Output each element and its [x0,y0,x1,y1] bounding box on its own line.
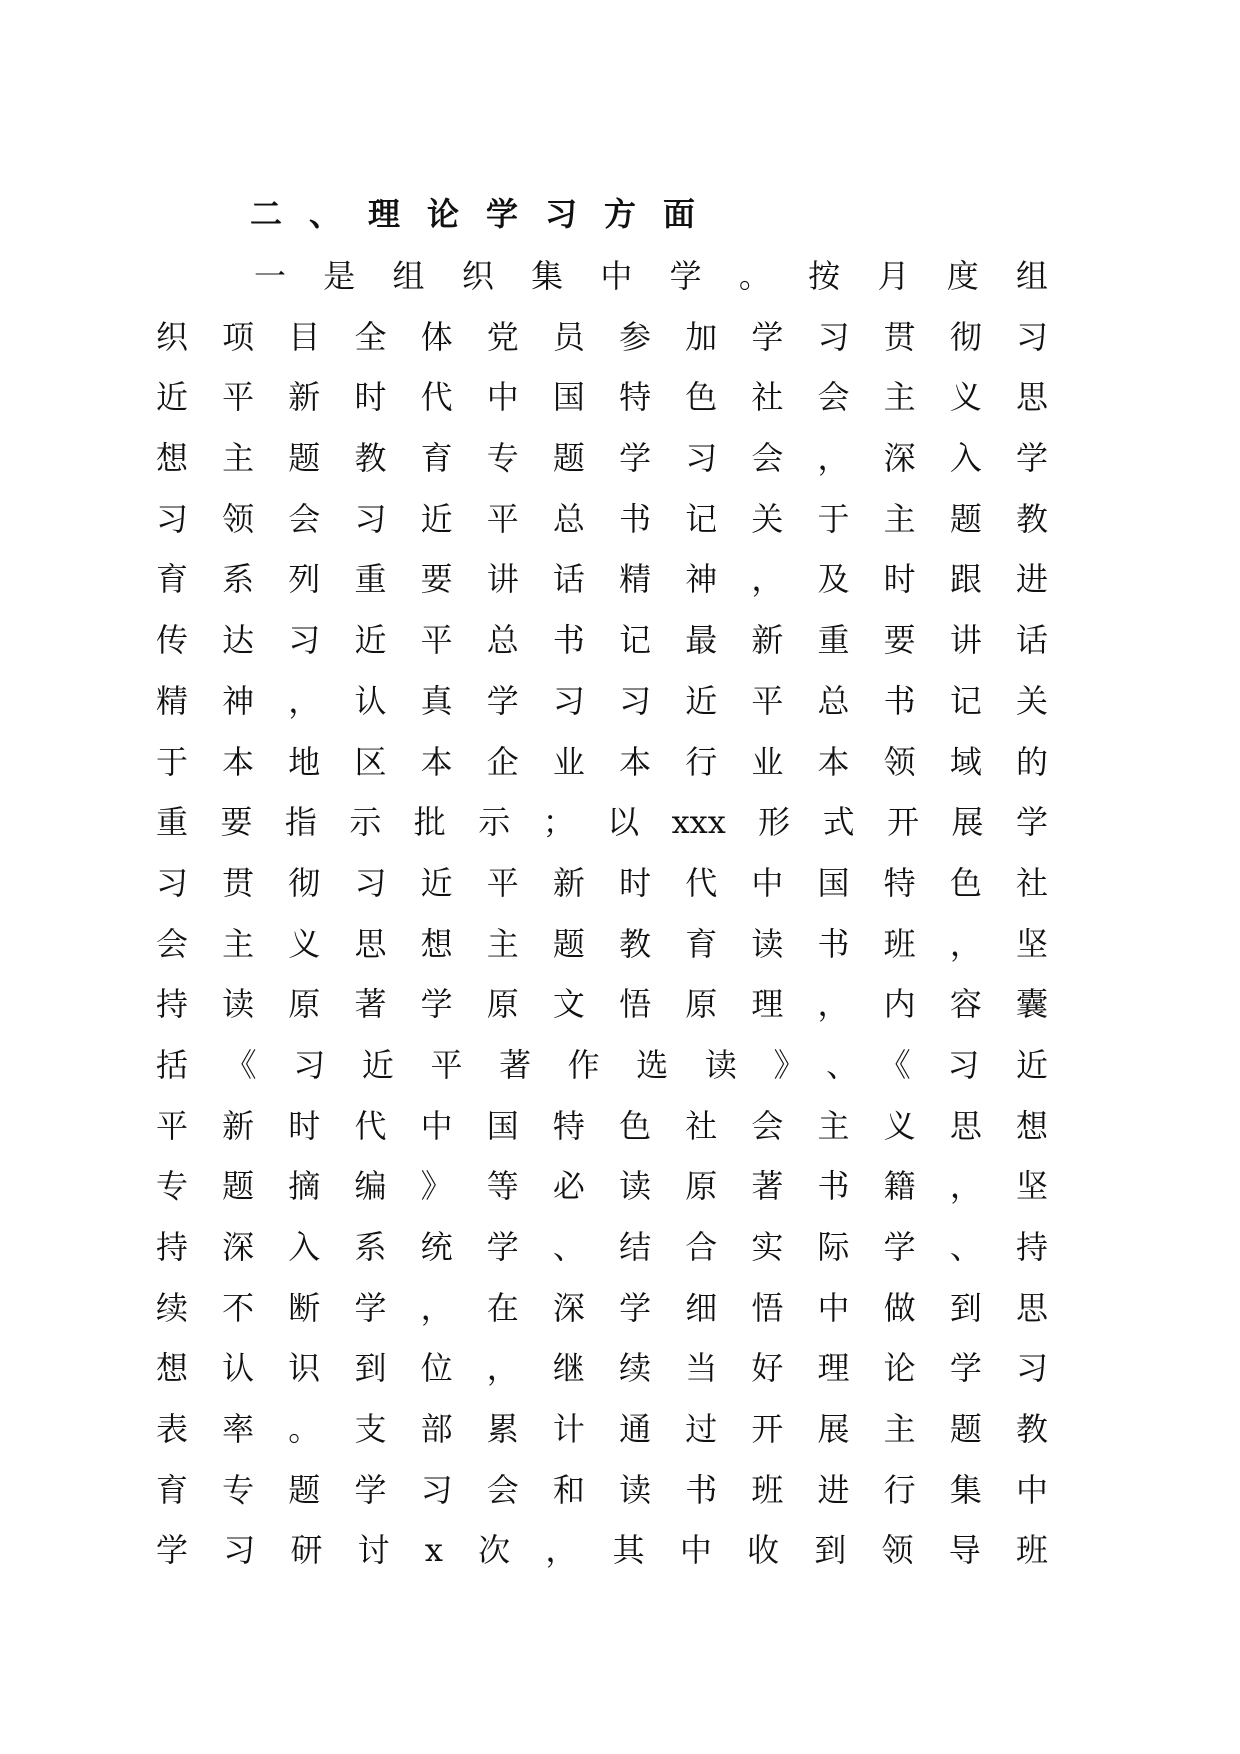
section-heading: 二、理论学习方面 [250,195,723,233]
paragraph-line: 近平新时代中国特色社会主义思 [156,378,1048,417]
paragraph-line: 习贯彻习近平新时代中国特色社 [156,863,1048,902]
paragraph-line: 学习研讨x次，其中收到领导班 [156,1531,1048,1570]
paragraph-line: 一是组织集中学。按月度组 [254,257,1048,295]
paragraph-line: 育系列重要讲话精神，及时跟进 [156,560,1048,599]
paragraph-line: 专题摘编》等必读原著书籍，坚 [156,1167,1048,1206]
paragraph-line: 括《习近平著作选读》、《习近 [156,1045,1048,1084]
paragraph-line: 持深入系统学、结合实际学、持 [156,1228,1048,1266]
body-paragraph [156,246,1048,1581]
paragraph-line: 会主义思想主题教育读书班，坚 [156,924,1048,963]
paragraph-line: 重要指示批示；以xxx形式开展学 [156,803,1048,842]
paragraph-line: 持读原著学原文悟原理，内容囊 [156,985,1048,1024]
paragraph-line: 想认识到位，继续当好理论学习 [156,1349,1048,1388]
paragraph-line: 精神，认真学习习近平总书记关 [156,681,1048,720]
paragraph-line: 织项目全体党员参加学习贯彻习 [156,317,1048,356]
paragraph-line: 传达习近平总书记最新重要讲话 [156,621,1048,660]
paragraph-line: 续不断学，在深学细悟中做到思 [156,1288,1048,1327]
paragraph-line: 想主题教育专题学习会，深入学 [156,439,1048,478]
paragraph-line: 平新时代中国特色社会主义思想 [156,1106,1048,1145]
paragraph-line: 习领会习近平总书记关于主题教 [156,499,1048,538]
paragraph-line: 于本地区本企业本行业本领域的 [156,742,1048,781]
paragraph-line: 表率。支部累计通过开展主题教 [156,1410,1048,1449]
paragraph-line: 育专题学习会和读书班进行集中 [156,1470,1048,1509]
